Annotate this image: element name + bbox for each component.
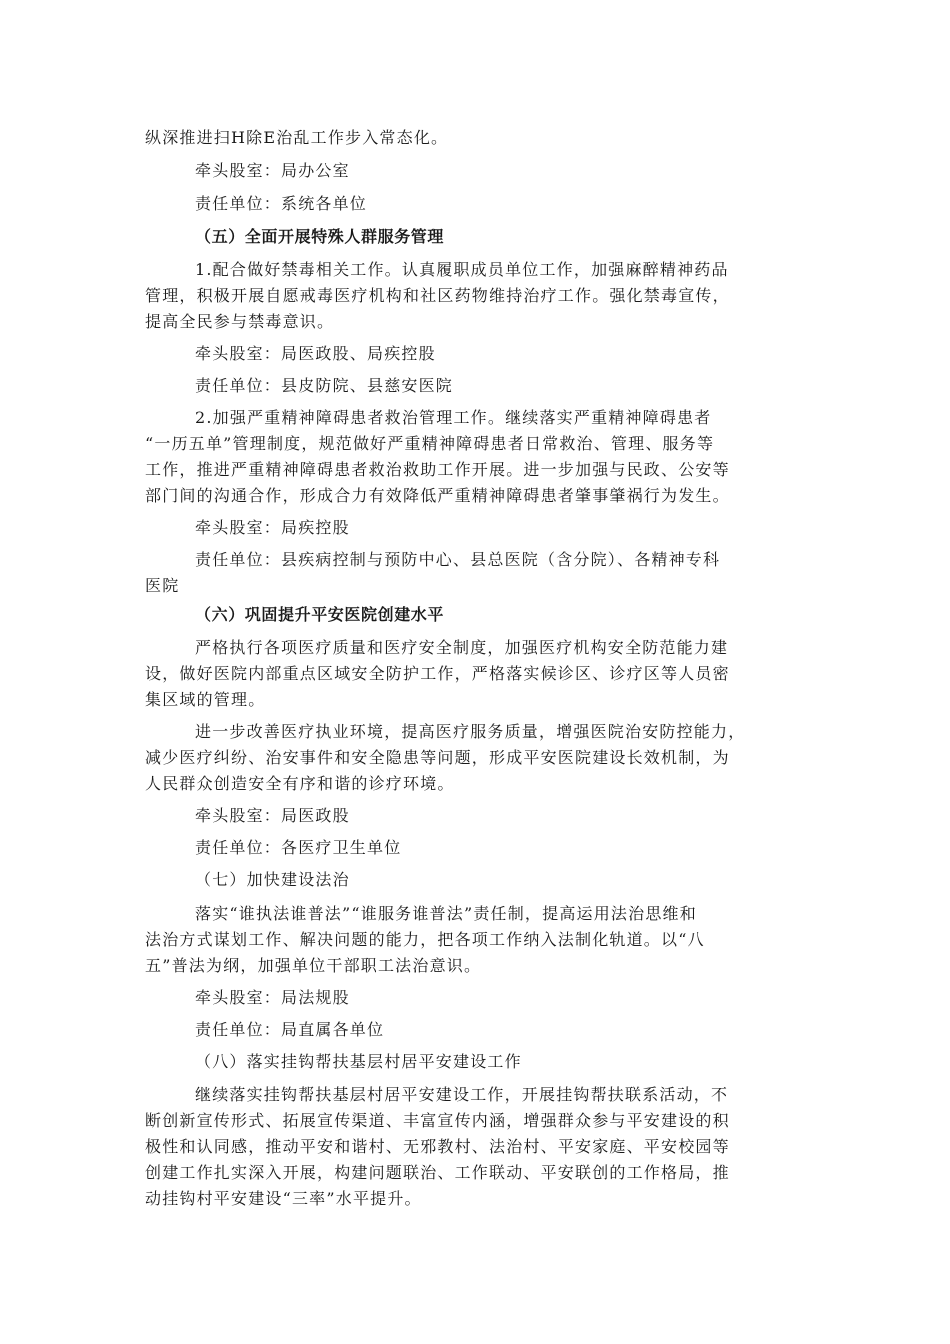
section-heading-5: （五）全面开展特殊人群服务管理 <box>195 227 445 246</box>
text-line: “一历五单”管理制度，规范做好严重精神障碍患者日常救治、管理、服务等 <box>145 434 715 453</box>
section-heading-7: （七）加快建设法治 <box>195 870 350 889</box>
text-line: 工作，推进严重精神障碍患者救治救助工作开展。进一步加强与民政、公安等 <box>145 460 730 479</box>
text-line: 设，做好医院内部重点区域安全防护工作，严格落实候诊区、诊疗区等人员密 <box>145 664 730 683</box>
responsible-unit-line: 责任单位：各医疗卫生单位 <box>195 838 402 857</box>
text-line: 纵深推进扫H除E治乱工作步入常态化。 <box>145 128 449 147</box>
text-line: 减少医疗纠纷、治安事件和安全隐患等问题，形成平安医院建设长效机制，为 <box>145 748 730 767</box>
text-line: 医院 <box>145 576 180 595</box>
text-line: 断创新宣传形式、拓展宣传渠道、丰富宣传内涵，增强群众参与平安建设的积 <box>145 1111 730 1130</box>
lead-department-line: 牵头股室：局办公室 <box>195 161 350 180</box>
text-line: 提高全民参与禁毒意识。 <box>145 312 335 331</box>
responsible-unit-line: 责任单位：系统各单位 <box>195 194 368 213</box>
text-line: 2.加强严重精神障碍患者救治管理工作。继续落实严重精神障碍患者 <box>195 408 712 427</box>
section-heading-8: （八）落实挂钩帮扶基层村居平安建设工作 <box>195 1052 522 1071</box>
text-line: 继续落实挂钩帮扶基层村居平安建设工作，开展挂钩帮扶联系活动，不 <box>195 1085 729 1104</box>
lead-department-line: 牵头股室：局法规股 <box>195 988 350 1007</box>
text-line: 法治方式谋划工作、解决问题的能力，把各项工作纳入法制化轨道。以“八 <box>145 930 705 949</box>
lead-department-line: 牵头股室：局疾控股 <box>195 518 350 537</box>
lead-department-line: 牵头股室：局医政股 <box>195 806 350 825</box>
section-heading-6: （六）巩固提升平安医院创建水平 <box>195 605 445 624</box>
responsible-unit-line: 责任单位：县皮防院、县慈安医院 <box>195 376 454 395</box>
text-line: 创建工作扎实深入开展，构建问题联治、工作联动、平安联创的工作格局，推 <box>145 1163 730 1182</box>
text-line: 集区域的管理。 <box>145 690 266 709</box>
text-line: 部门间的沟通合作，形成合力有效降低严重精神障碍患者肇事肇祸行为发生。 <box>145 486 730 505</box>
text-line: 1.配合做好禁毒相关工作。认真履职成员单位工作，加强麻醉精神药品 <box>195 260 729 279</box>
text-line: 人民群众创造安全有序和谐的诊疗环境。 <box>145 774 455 793</box>
responsible-unit-line: 责任单位：局直属各单位 <box>195 1020 385 1039</box>
text-line: 进一步改善医疗执业环境，提高医疗服务质量，增强医院治安防控能力， <box>195 722 746 741</box>
text-line: 极性和认同感，推动平安和谐村、无邪教村、法治村、平安家庭、平安校园等 <box>145 1137 730 1156</box>
text-line: 落实“谁执法谁普法”“谁服务谁普法”责任制，提高运用法治思维和 <box>195 904 697 923</box>
lead-department-line: 牵头股室：局医政股、局疾控股 <box>195 344 436 363</box>
text-line: 管理，积极开展自愿戒毒医疗机构和社区药物维持治疗工作。强化禁毒宣传， <box>145 286 730 305</box>
text-line: 严格执行各项医疗质量和医疗安全制度，加强医疗机构安全防范能力建 <box>195 638 729 657</box>
text-line: 动挂钩村平安建设“三率”水平提升。 <box>145 1189 422 1208</box>
text-line: 五”普法为纲，加强单位干部职工法治意识。 <box>145 956 482 975</box>
responsible-unit-line: 责任单位：县疾病控制与预防中心、县总医院（含分院）、各精神专科 <box>195 550 721 569</box>
